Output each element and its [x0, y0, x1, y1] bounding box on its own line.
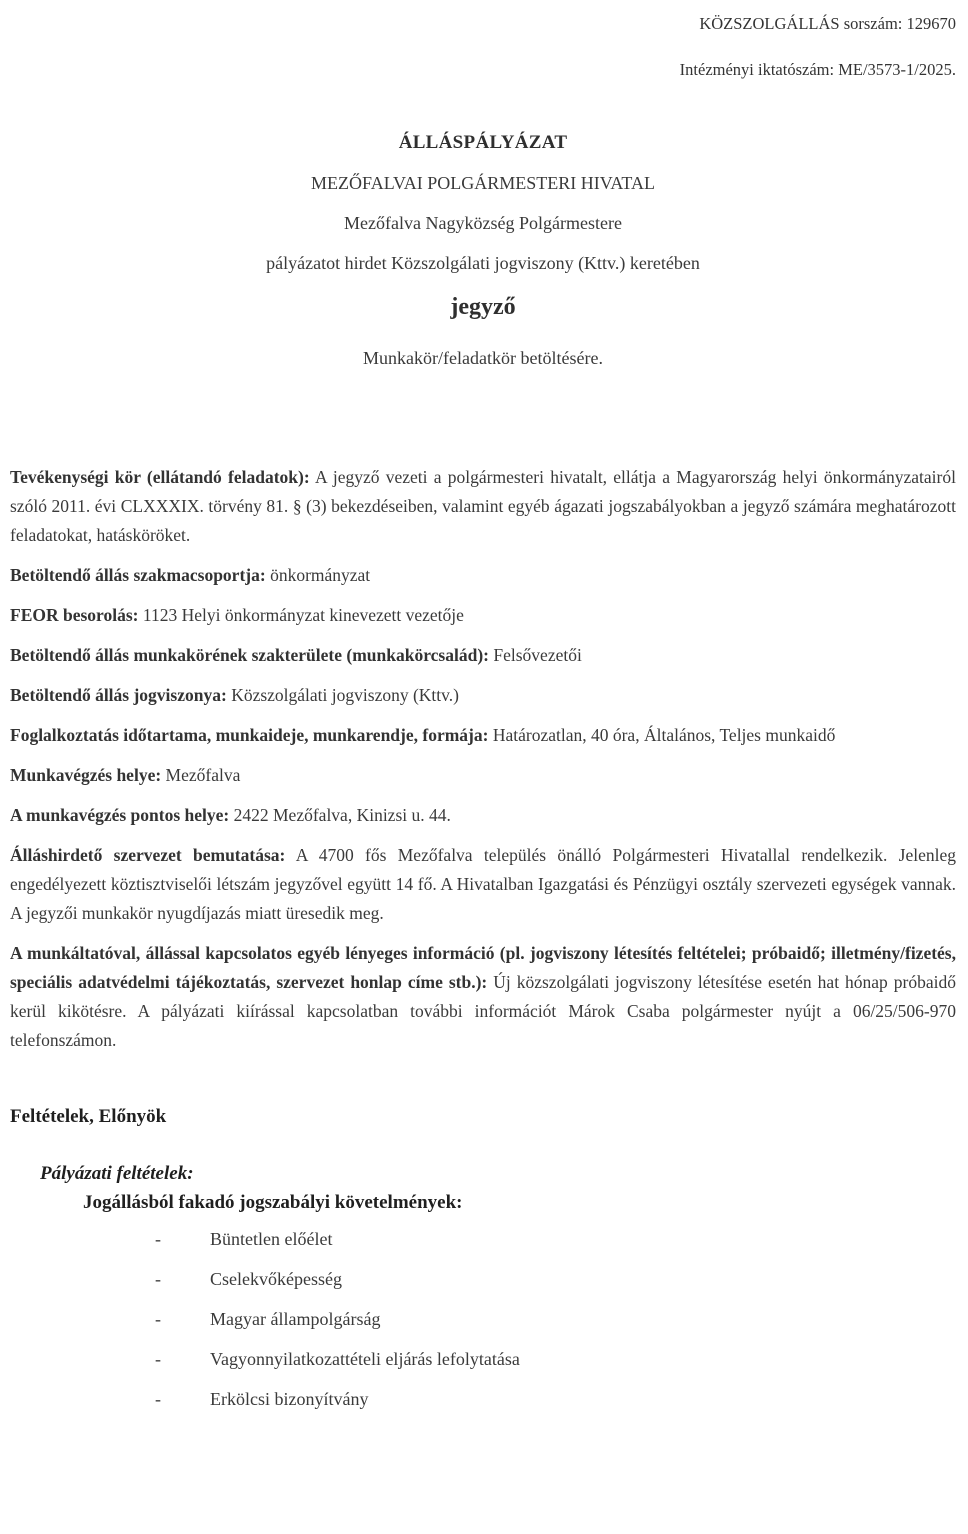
list-item [10, 1385, 956, 1414]
section-duties-text: A jegyző vezeti a polgármesteri hivatalt, ellátja a Magyarország helyi önkormányzatairól szóló 2011. évi CLXXXIX. törvény 81. § (3) bekezdéseiben, valamint egyéb ágazati jogszabályokban a jegyző számára meghatározott feladatokat, hatásköröket. [10, 467, 956, 545]
document-header [10, 14, 956, 80]
position-title: jegyző [450, 294, 516, 320]
section-exact-address [10, 801, 956, 830]
announcement-line: pályázatot hirdet Közszolgálati jogviszony (Kttv.) keretében [266, 253, 700, 273]
list-item [10, 1305, 956, 1334]
list-item-text: Cselekvőképesség [210, 1269, 342, 1289]
list-item [10, 1225, 956, 1254]
list-item-text: Magyar állampolgárság [210, 1309, 381, 1329]
list-item [10, 1265, 956, 1294]
section-job-family [10, 641, 956, 670]
section-feor-label: FEOR besorolás: [10, 605, 139, 625]
section-employment-terms-label: Foglalkoztatás időtartama, munkaideje, munkarendje, formája: [10, 725, 489, 745]
section-employer-intro [10, 841, 956, 928]
section-duties [10, 463, 956, 550]
bullet-dash: - [155, 1389, 161, 1409]
registry-number-line: Intézményi iktatószám: ME/3573-1/2025. [679, 60, 956, 79]
serial-number-line: KÖZSZOLGÁLLÁS sorszám: 129670 [699, 14, 956, 33]
section-feor-text: 1123 Helyi önkormányzat kinevezett vezetője [142, 605, 464, 625]
bullet-dash: - [155, 1269, 161, 1289]
section-feor [10, 601, 956, 630]
section-exact-address-label: A munkavégzés pontos helye: [10, 805, 230, 825]
section-other-info-label: A munkáltatóval, állással kapcsolatos egyéb lényeges információ (pl. jogviszony létesítés feltételei; próbaidő; illetmény/fizetés, speciális adatvédelmi tájékoztatás, szervezet honlap címe stb.): [10, 943, 956, 992]
section-other-info [10, 939, 956, 1055]
requirements-list [10, 1225, 956, 1414]
section-profession-group-text: önkormányzat [270, 565, 371, 585]
section-employer-intro-label: Álláshirdető szervezet bemutatása: [10, 845, 286, 865]
section-employment-terms-text: Határozatlan, 40 óra, Általános, Teljes munkaidő [492, 725, 836, 745]
application-conditions-subheading: Pályázati feltételek: [40, 1163, 194, 1184]
bullet-dash: - [155, 1349, 161, 1369]
section-other-info-text: Új közszolgálati jogviszony létesítése esetén hat hónap próbaidő kerül kikötésre. A pályázati kiírással kapcsolatban további információt Márok Csaba polgármester nyújt a 06/25/506-970 telefonszámon. [10, 972, 957, 1050]
section-legal-relation-label: Betöltendő állás jogviszonya: [10, 685, 227, 705]
section-work-location-text: Mezőfalva [165, 765, 241, 785]
list-item-text: Vagyonnyilatkozattételi eljárás lefolytatása [210, 1349, 520, 1369]
issuer-name: Mezőfalva Nagyközség Polgármestere [344, 213, 622, 233]
section-job-family-text: Felsővezetői [493, 645, 582, 665]
section-job-family-label: Betöltendő állás munkakörének szakterülete (munkakörcsalád): [10, 645, 489, 665]
section-work-location-label: Munkavégzés helye: [10, 765, 162, 785]
conditions-heading: Feltételek, Előnyök [10, 1106, 167, 1127]
section-profession-group [10, 561, 956, 590]
title-block [10, 132, 956, 369]
list-item-text: Erkölcsi bizonyítvány [210, 1389, 369, 1409]
section-exact-address-text: 2422 Mezőfalva, Kinizsi u. 44. [233, 805, 451, 825]
section-legal-relation-text: Közszolgálati jogviszony (Kttv.) [231, 685, 459, 705]
bullet-dash: - [155, 1309, 161, 1329]
section-duties-label: Tevékenységi kör (ellátandó feladatok): [10, 467, 310, 487]
section-profession-group-label: Betöltendő állás szakmacsoportja: [10, 565, 266, 585]
section-employer-intro-text: A 4700 fős Mezőfalva település önálló Polgármesteri Hivatallal rendelkezik. Jelenleg engedélyezett köztisztviselői létszám jegyzővel együtt 14 fő. A Hivatalban Igazgatási és Pénzügyi osztály szervezeti egységek vannak. A jegyzői munkakör nyugdíjazás miatt üresedik meg. [10, 845, 956, 923]
section-employment-terms [10, 721, 956, 750]
list-item-text: Büntetlen előélet [210, 1229, 333, 1249]
bullet-dash: - [155, 1229, 161, 1249]
section-work-location [10, 761, 956, 790]
subtitle-line: Munkakör/feladatkör betöltésére. [363, 348, 603, 368]
organization-name: MEZŐFALVAI POLGÁRMESTERI HIVATAL [311, 173, 655, 193]
legal-requirements-heading: Jogállásból fakadó jogszabályi követelmények: [83, 1192, 463, 1213]
section-legal-relation [10, 681, 956, 710]
document-title: ÁLLÁSPÁLYÁZAT [398, 132, 568, 153]
document-body [10, 463, 956, 1055]
list-item [10, 1345, 956, 1374]
